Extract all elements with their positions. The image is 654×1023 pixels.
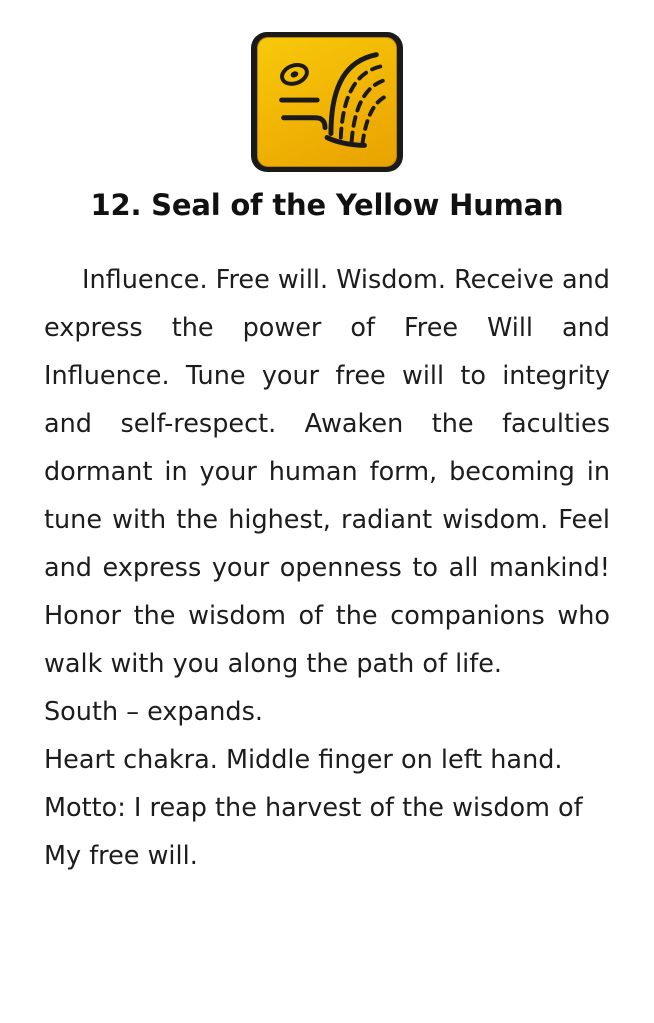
seal-frame (251, 32, 403, 172)
paragraph-motto: Motto: I reap the harvest of the wisdom of My free will. (44, 793, 583, 871)
yellow-human-seal-glyph (257, 37, 397, 167)
paragraph-main: Influence. Free will. Wisdom. Receive and express the power of Free Will and Influence. Tune your free will to integrity and self-respect. Awaken the faculties dormant in your human form, becoming in tune with the highest, radiant wisdom. Feel and express your openness to all mankind! Honor the wisdom of the companions who walk with you along the path of life. (44, 265, 610, 679)
seal-image (251, 32, 403, 172)
paragraph-body-association: Heart chakra. Middle finger on left hand. (44, 745, 563, 775)
body-text (44, 256, 610, 880)
page-title: 12. Seal of the Yellow Human (90, 188, 564, 222)
paragraph-direction: South – expands. (44, 697, 263, 727)
